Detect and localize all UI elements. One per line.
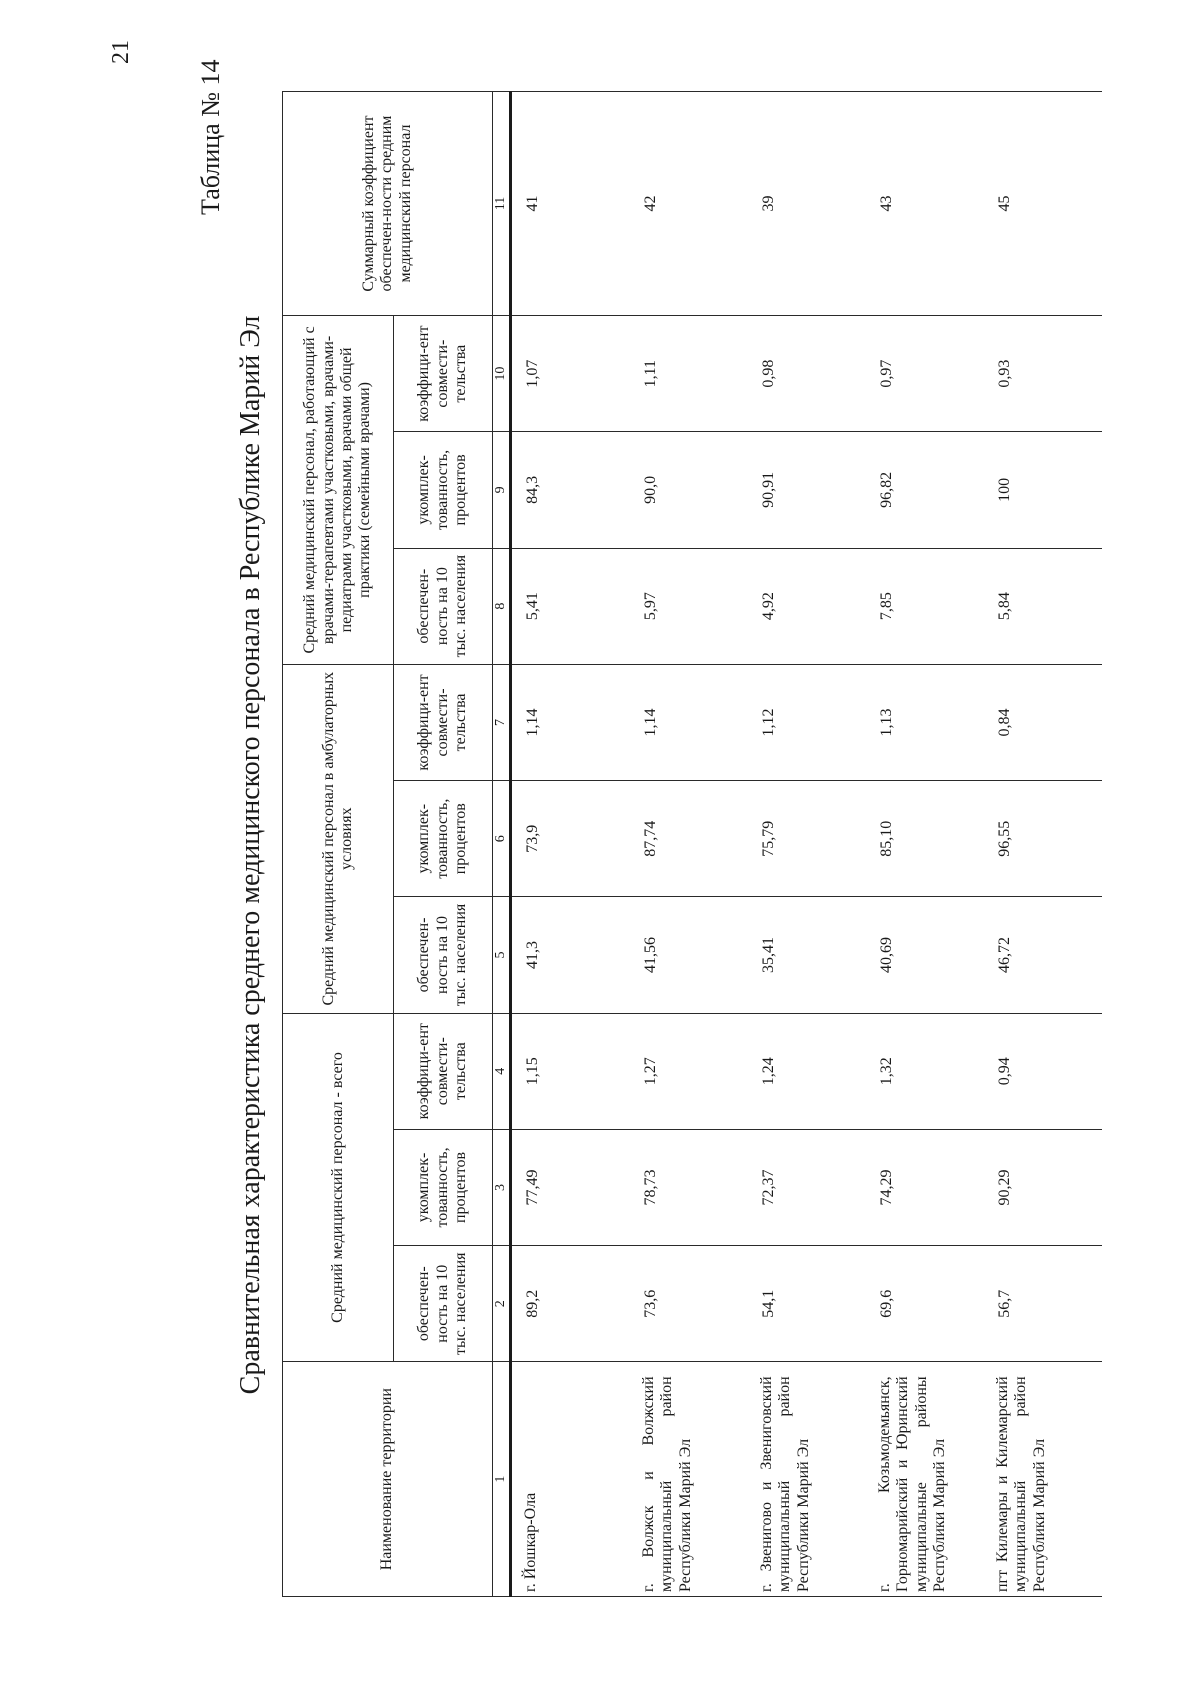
- column-number: 7: [493, 664, 511, 780]
- staffing-district: 90,91: [748, 432, 866, 548]
- summary-coefficient: 41: [511, 92, 631, 316]
- provision-district: 7,85: [866, 548, 984, 664]
- header-territory: Наименование территории: [283, 1362, 493, 1597]
- staffing-ambulatory: 75,79: [748, 781, 866, 897]
- table-label: Таблица № 14: [196, 59, 225, 215]
- column-number: 2: [493, 1246, 511, 1362]
- subheader-provision: обеспечен-ность на 10 тыс. населения: [394, 548, 493, 664]
- staffing-total: 74,29: [866, 1129, 984, 1245]
- column-number: 6: [493, 781, 511, 897]
- provision-ambulatory: 35,41: [748, 897, 866, 1013]
- table-title: Сравнительная характеристика среднего медицинского персонала в Республике Марий Эл: [235, 315, 266, 1395]
- subheader-combination: коэффици-ент совмести-тельства: [394, 1013, 493, 1129]
- table-row: [630, 92, 748, 1597]
- combination-ambulatory: 1,14: [511, 664, 631, 780]
- column-number: 9: [493, 432, 511, 548]
- combination-total: 1,32: [866, 1013, 984, 1129]
- provision-district: 5,84: [984, 548, 1102, 664]
- territory-name: г. Звенигово и Звениговский муниципальный район Республики Марий Эл: [748, 1362, 866, 1597]
- staffing-ambulatory: 73,9: [511, 781, 631, 897]
- combination-total: 1,24: [748, 1013, 866, 1129]
- summary-coefficient: 43: [866, 92, 984, 316]
- header-group-ambulatory: Средний медицинский персонал в амбулаторных условиях: [283, 664, 394, 1013]
- staffing-total: 78,73: [630, 1129, 748, 1245]
- combination-total: 1,15: [511, 1013, 631, 1129]
- provision-total: 56,7: [984, 1246, 1102, 1362]
- header-summary-coefficient: Суммарный коэффициент обеспечен-ности средним медицинский персонал: [283, 92, 493, 316]
- provision-district: 4,92: [748, 548, 866, 664]
- provision-ambulatory: 40,69: [866, 897, 984, 1013]
- subheader-staffing: укомплек-тованность, процентов: [394, 432, 493, 548]
- staffing-ambulatory: 96,55: [984, 781, 1102, 897]
- staffing-ambulatory: 85,10: [866, 781, 984, 897]
- summary-coefficient: 45: [984, 92, 1102, 316]
- subheader-combination: коэффици-ент совмести-тельства: [394, 316, 493, 432]
- staffing-district: 100: [984, 432, 1102, 548]
- combination-district: 0,93: [984, 316, 1102, 432]
- territory-name: г. Волжск и Волжский муниципальный район Республики Марий Эл: [630, 1362, 748, 1597]
- provision-ambulatory: 46,72: [984, 897, 1102, 1013]
- subheader-staffing: укомплек-тованность, процентов: [394, 1129, 493, 1245]
- combination-district: 1,11: [630, 316, 748, 432]
- column-number: 5: [493, 897, 511, 1013]
- table-row: [748, 92, 866, 1597]
- combination-ambulatory: 1,12: [748, 664, 866, 780]
- rotated-page-content: [30, 30, 1048, 1680]
- combination-total: 1,27: [630, 1013, 748, 1129]
- header-group-total: Средний медицинский персонал - всего: [283, 1013, 394, 1362]
- provision-total: 73,6: [630, 1246, 748, 1362]
- table-row: [984, 92, 1102, 1597]
- column-number: 1: [493, 1362, 511, 1597]
- header-group-district: Средний медицинский персонал, работающий с врачами-терапевтами участковыми, врачами-педиатрами участковыми, врачами общей практики (семейными врачами): [283, 316, 394, 665]
- provision-total: 54,1: [748, 1246, 866, 1362]
- combination-ambulatory: 0,84: [984, 664, 1102, 780]
- territory-name: пгт Килемары и Килемарский муниципальный район Республики Марий Эл: [984, 1362, 1102, 1597]
- subheader-staffing: укомплек-тованность, процентов: [394, 781, 493, 897]
- staff-comparison-table: [282, 91, 1102, 1597]
- column-number: 11: [493, 92, 511, 316]
- combination-district: 0,97: [866, 316, 984, 432]
- column-number: 4: [493, 1013, 511, 1129]
- staffing-district: 90,0: [630, 432, 748, 548]
- staffing-total: 72,37: [748, 1129, 866, 1245]
- provision-ambulatory: 41,3: [511, 897, 631, 1013]
- staffing-district: 84,3: [511, 432, 631, 548]
- table-row: [511, 92, 631, 1597]
- page-number: 21: [108, 40, 134, 64]
- column-number: 8: [493, 548, 511, 664]
- column-number-row: [493, 92, 511, 1597]
- combination-district: 1,07: [511, 316, 631, 432]
- provision-ambulatory: 41,56: [630, 897, 748, 1013]
- subheader-combination: коэффици-ент совмести-тельства: [394, 664, 493, 780]
- combination-district: 0,98: [748, 316, 866, 432]
- staffing-total: 77,49: [511, 1129, 631, 1245]
- subheader-provision: обеспечен-ность на 10 тыс. населения: [394, 1246, 493, 1362]
- staffing-district: 96,82: [866, 432, 984, 548]
- combination-total: 0,94: [984, 1013, 1102, 1129]
- provision-district: 5,41: [511, 548, 631, 664]
- territory-name: г. Козьмодемьянск, Горномарийский и Юринский муниципальные районы Республики Марий Эл: [866, 1362, 984, 1597]
- column-number: 3: [493, 1129, 511, 1245]
- staffing-total: 90,29: [984, 1129, 1102, 1245]
- combination-ambulatory: 1,14: [630, 664, 748, 780]
- provision-total: 89,2: [511, 1246, 631, 1362]
- combination-ambulatory: 1,13: [866, 664, 984, 780]
- provision-district: 5,97: [630, 548, 748, 664]
- summary-coefficient: 39: [748, 92, 866, 316]
- column-number: 10: [493, 316, 511, 432]
- table-row: [866, 92, 984, 1597]
- subheader-provision: обеспечен-ность на 10 тыс. населения: [394, 897, 493, 1013]
- provision-total: 69,6: [866, 1246, 984, 1362]
- summary-coefficient: 42: [630, 92, 748, 316]
- staffing-ambulatory: 87,74: [630, 781, 748, 897]
- territory-name: г. Йошкар-Ола: [511, 1362, 631, 1597]
